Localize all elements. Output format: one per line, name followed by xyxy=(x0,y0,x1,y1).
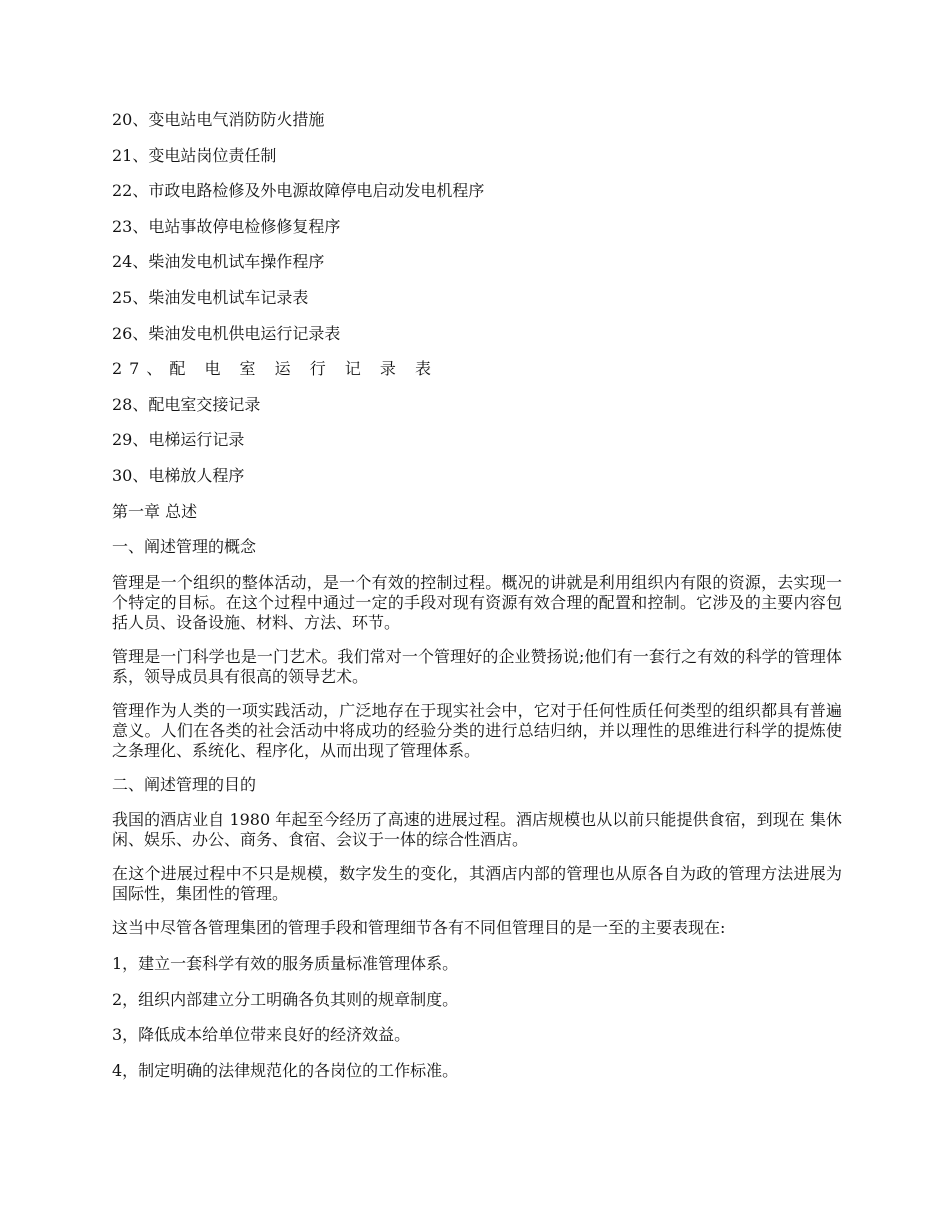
list-item: 24、柴油发电机试车操作程序 xyxy=(112,252,325,272)
list-item: 27、配 电 室 运 行 记 录 表 xyxy=(112,359,438,379)
list-item: 28、配电室交接记录 xyxy=(112,394,261,414)
document-page xyxy=(112,110,842,1096)
list-item: 3，降低成本给单位带来良好的经济效益。 xyxy=(112,1025,411,1045)
list-item: 20、变电站电气消防防火措施 xyxy=(112,110,325,129)
list-item: 22、市政电路检修及外电源故障停电启动发电机程序 xyxy=(112,181,485,201)
paragraph: 在这个进展过程中不只是规模，数字发生的变化，其酒店内部的管理也从原各自为政的管理方法进展为国际性，集团性的管理。 xyxy=(112,864,842,904)
paragraph: 管理作为人类的一项实践活动，广泛地存在于现实社会中，它对于任何性质任何类型的组织都具有普遍意义。人们在各类的社会活动中将成功的经验分类的进行总结归纳，并以理性的思维进行科学的提炼使之条理化、系统化、程序化，从而出现了管理体系。 xyxy=(112,700,842,760)
list-item: 1，建立一套科学有效的服务质量标准管理体系。 xyxy=(112,953,459,973)
paragraph: 我国的酒店业自 1980 年起至今经历了高速的进展过程。酒店规模也从以前只能提供食宿，到现在 集休闲、娱乐、办公、商务、食宿、会议于一体的综合性酒店。 xyxy=(112,810,842,850)
list-item: 4，制定明确的法律规范化的各岗位的工作标准。 xyxy=(112,1060,459,1080)
paragraph: 管理是一门科学也是一门艺术。我们常对一个管理好的企业赞扬说;他们有一套行之有效的科学的管理体系，领导成员具有很高的领导艺术。 xyxy=(112,646,842,686)
paragraph: 这当中尽管各管理集团的管理手段和管理细节各有不同但管理目的是一至的主要表现在: xyxy=(112,918,726,938)
list-item: 29、电梯运行记录 xyxy=(112,430,245,450)
list-item: 23、电站事故停电检修修复程序 xyxy=(112,216,341,236)
section-heading: 二、阐述管理的目的 xyxy=(112,774,257,794)
list-item: 26、柴油发电机供电运行记录表 xyxy=(112,323,341,343)
list-item: 30、电梯放人程序 xyxy=(112,465,245,485)
list-item: 25、柴油发电机试车记录表 xyxy=(112,287,309,307)
paragraph: 管理是一个组织的整体活动，是一个有效的控制过程。概况的讲就是利用组织内有限的资源，去实现一个特定的目标。在这个过程中通过一定的手段对现有资源有效合理的配置和控制。它涉及的主要内容包括人员、设备设施、材料、方法、环节。 xyxy=(112,572,842,632)
section-heading: 一、阐述管理的概念 xyxy=(112,537,257,557)
list-item: 2，组织内部建立分工明确各负其则的规章制度。 xyxy=(112,989,459,1009)
list-item: 21、变电站岗位责任制 xyxy=(112,145,277,165)
chapter-title: 第一章 总述 xyxy=(112,501,198,521)
